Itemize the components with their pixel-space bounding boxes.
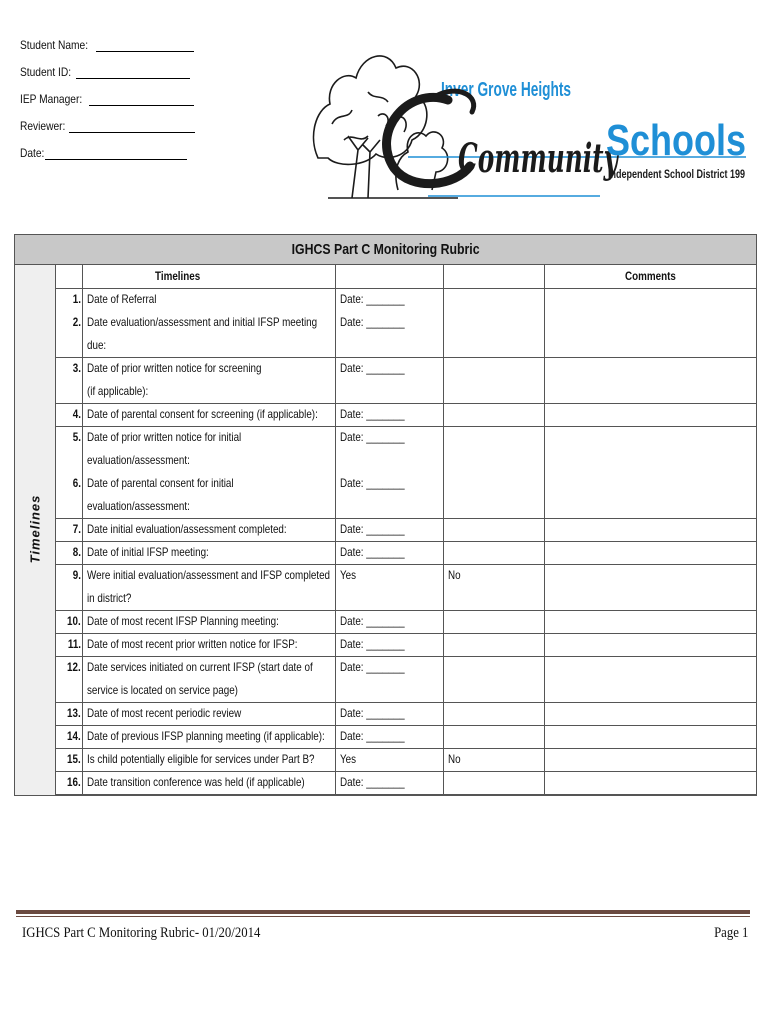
header-field-line[interactable] xyxy=(96,38,194,52)
table-title: IGHCS Part C Monitoring Rubric xyxy=(291,241,480,258)
row-number: 7. xyxy=(72,522,81,536)
row-number: 1. xyxy=(72,292,81,306)
header-field-line[interactable] xyxy=(76,65,190,79)
header-field-label: IEP Manager: xyxy=(20,92,83,106)
header-field xyxy=(20,146,195,173)
monitoring-rubric-table xyxy=(14,234,757,796)
district-logo xyxy=(308,40,748,200)
row-description: Date of parental consent for screening (if applicable): xyxy=(87,407,318,421)
logo-community: Community xyxy=(458,135,620,182)
row-answer[interactable]: Date: _______ xyxy=(340,407,405,421)
col-header-comments: Comments xyxy=(625,269,676,283)
row-answer[interactable]: Date: _______ xyxy=(340,775,405,789)
table-title-bar xyxy=(15,235,756,265)
row-description: Date transition conference was held (if applicable) xyxy=(87,775,305,789)
row-answer[interactable]: Date: _______ xyxy=(340,706,405,720)
header-field-line[interactable] xyxy=(45,146,187,160)
row-number: 2. xyxy=(72,315,81,329)
header-field-line[interactable] xyxy=(69,119,195,133)
header-field xyxy=(20,92,195,119)
header-field-label: Date: xyxy=(20,146,45,160)
header-field-label: Reviewer: xyxy=(20,119,66,133)
row-answer[interactable]: Date: _______ xyxy=(340,729,405,743)
row-answer[interactable]: Yes xyxy=(340,568,357,582)
row-description: Date of initial IFSP meeting: xyxy=(87,545,209,559)
row-description: Date initial evaluation/assessment completed: xyxy=(87,522,287,536)
row-answer[interactable]: Date: _______ xyxy=(340,476,405,490)
row-number: 8. xyxy=(72,545,81,559)
header-field xyxy=(20,38,195,65)
tree-icon xyxy=(314,56,448,198)
row-number: 15. xyxy=(67,752,81,766)
row-answer[interactable]: Date: _______ xyxy=(340,292,405,306)
row-description: Date of prior written notice for initial evaluation/assessment: xyxy=(87,430,242,467)
row-answer[interactable]: Yes xyxy=(340,752,357,766)
row-description: Date of Referral xyxy=(87,292,157,306)
row-description: Date evaluation/assessment and initial IFSP meeting due: xyxy=(87,315,318,352)
row-answer[interactable]: Date: _______ xyxy=(340,522,405,536)
row-number: 13. xyxy=(67,706,81,720)
row-description: Were initial evaluation/assessment and IFSP completed in district? xyxy=(87,568,331,605)
side-label: Timelines xyxy=(27,494,43,564)
row-answer[interactable]: Date: _______ xyxy=(340,614,405,628)
row-number: 16. xyxy=(67,775,81,789)
row-number: 6. xyxy=(72,476,81,490)
row-number: 5. xyxy=(72,430,81,444)
row-answer[interactable]: Date: _______ xyxy=(340,430,405,444)
header-field xyxy=(20,119,195,146)
row-answer[interactable]: Date: _______ xyxy=(340,637,405,651)
row-number: 12. xyxy=(67,660,81,674)
row-number: 11. xyxy=(67,637,81,651)
row-description: Date of most recent IFSP Planning meeting: xyxy=(87,614,279,628)
header-field-label: Student Name: xyxy=(20,38,89,52)
student-info-fields xyxy=(20,38,195,173)
page-number: Page 1 xyxy=(713,925,748,941)
header-field xyxy=(20,65,195,92)
row-answer[interactable]: Date: _______ xyxy=(340,545,405,559)
row-description: Date of most recent periodic review xyxy=(87,706,242,720)
row-description: Date of parental consent for initial evaluation/assessment: xyxy=(87,476,234,513)
row-description: Date of most recent prior written notice for IFSP: xyxy=(87,637,298,651)
col-header-timelines: Timelines xyxy=(155,269,201,283)
header-field-line[interactable] xyxy=(89,92,194,106)
logo-district: Independent School District 199 xyxy=(608,167,746,181)
footer-rule xyxy=(16,910,750,914)
row-answer[interactable]: Date: _______ xyxy=(340,361,405,375)
row-number: 3. xyxy=(72,361,81,375)
row-number: 9. xyxy=(72,568,81,582)
row-answer-no[interactable]: No xyxy=(448,752,461,766)
logo-inver-grove-heights: Inver Grove Heights xyxy=(441,79,571,101)
row-number: 4. xyxy=(72,407,81,421)
footer-title: IGHCS Part C Monitoring Rubric- 01/20/2014 xyxy=(22,925,261,941)
footer-rule-thin xyxy=(16,916,750,917)
header-field-label: Student ID: xyxy=(20,65,72,79)
row-number: 14. xyxy=(67,729,81,743)
row-description: Date of previous IFSP planning meeting (if applicable): xyxy=(87,729,325,743)
row-description: Date of prior written notice for screening (if applicable): xyxy=(87,361,262,398)
row-answer[interactable]: Date: _______ xyxy=(340,660,405,674)
row-answer-no[interactable]: No xyxy=(448,568,461,582)
row-answer[interactable]: Date: _______ xyxy=(340,315,405,329)
row-description: Is child potentially eligible for services under Part B? xyxy=(87,752,315,766)
logo-schools: Schools xyxy=(606,116,746,165)
row-description: Date services initiated on current IFSP (start date of service is located on service page) xyxy=(87,660,313,697)
row-number: 10. xyxy=(67,614,81,628)
side-column xyxy=(15,265,56,795)
